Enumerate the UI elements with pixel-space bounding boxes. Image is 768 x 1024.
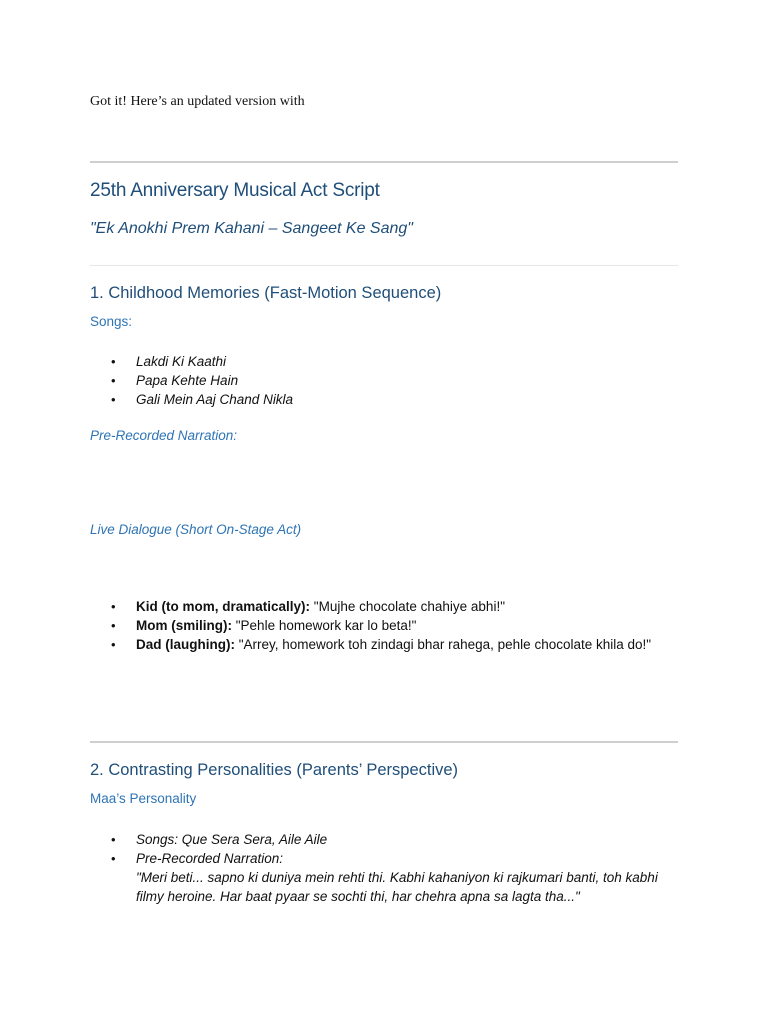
list-item xyxy=(90,849,670,906)
speaker-label: Kid (to mom, dramatically): xyxy=(136,599,311,614)
songs-list xyxy=(90,352,670,409)
divider xyxy=(90,161,678,163)
divider xyxy=(90,741,678,743)
narration-quote: "Meri beti... sapno ki duniya mein rehti thi. Kabhi kahaniyon ki rajkumari banti, toh kabhi filmy heroine. Har baat pyaar se sochti thi, har chehra apna sa lagta tha..." xyxy=(136,870,658,904)
list-item: • Gali Mein Aaj Chand Nikla xyxy=(111,392,294,407)
page-title: 25th Anniversary Musical Act Script xyxy=(90,180,380,201)
maa-details-list xyxy=(90,830,670,906)
speaker-label: Dad (laughing): xyxy=(136,637,235,652)
songs-label: Songs: xyxy=(90,314,133,329)
list-item: • Songs: Que Sera Sera, Aile Aile xyxy=(111,832,328,847)
dialogue-line: "Pehle homework kar lo beta!" xyxy=(232,618,417,633)
bullet-icon: • xyxy=(111,373,116,388)
dialogue-label: Live Dialogue (Short On-Stage Act) xyxy=(90,522,302,537)
list-item xyxy=(90,616,670,635)
dialogue-line: "Arrey, homework toh zindagi bhar rahega, pehle chocolate khila do!" xyxy=(234,637,652,652)
bullet-icon: • xyxy=(111,599,116,614)
list-item xyxy=(90,635,670,654)
narration-item-label: Pre-Recorded Narration: xyxy=(136,851,284,866)
bullet-icon: • xyxy=(111,637,116,652)
intro-text: Got it! Here’s an updated version with xyxy=(90,94,305,109)
maa-personality-label: Maa’s Personality xyxy=(90,791,197,806)
narration-label: Pre-Recorded Narration: xyxy=(90,428,238,443)
list-item: • Lakdi Ki Kaathi xyxy=(111,354,227,369)
list-item: • Papa Kehte Hain xyxy=(111,373,239,388)
section-1-heading: 1. Childhood Memories (Fast-Motion Sequence) xyxy=(90,284,442,302)
dialogue-line: "Mujhe chocolate chahiye abhi!" xyxy=(310,599,505,614)
section-2-heading: 2. Contrasting Personalities (Parents’ Perspective) xyxy=(90,761,459,779)
bullet-icon: • xyxy=(111,354,116,369)
divider xyxy=(90,265,678,266)
bullet-icon: • xyxy=(111,392,116,407)
dialogue-list xyxy=(90,597,670,654)
bullet-icon: • xyxy=(111,618,116,633)
speaker-label: Mom (smiling): xyxy=(136,618,232,633)
list-item xyxy=(90,597,670,616)
bullet-icon: • xyxy=(111,851,116,866)
page-subtitle: "Ek Anokhi Prem Kahani – Sangeet Ke Sang" xyxy=(90,220,413,237)
bullet-icon: • xyxy=(111,832,116,847)
